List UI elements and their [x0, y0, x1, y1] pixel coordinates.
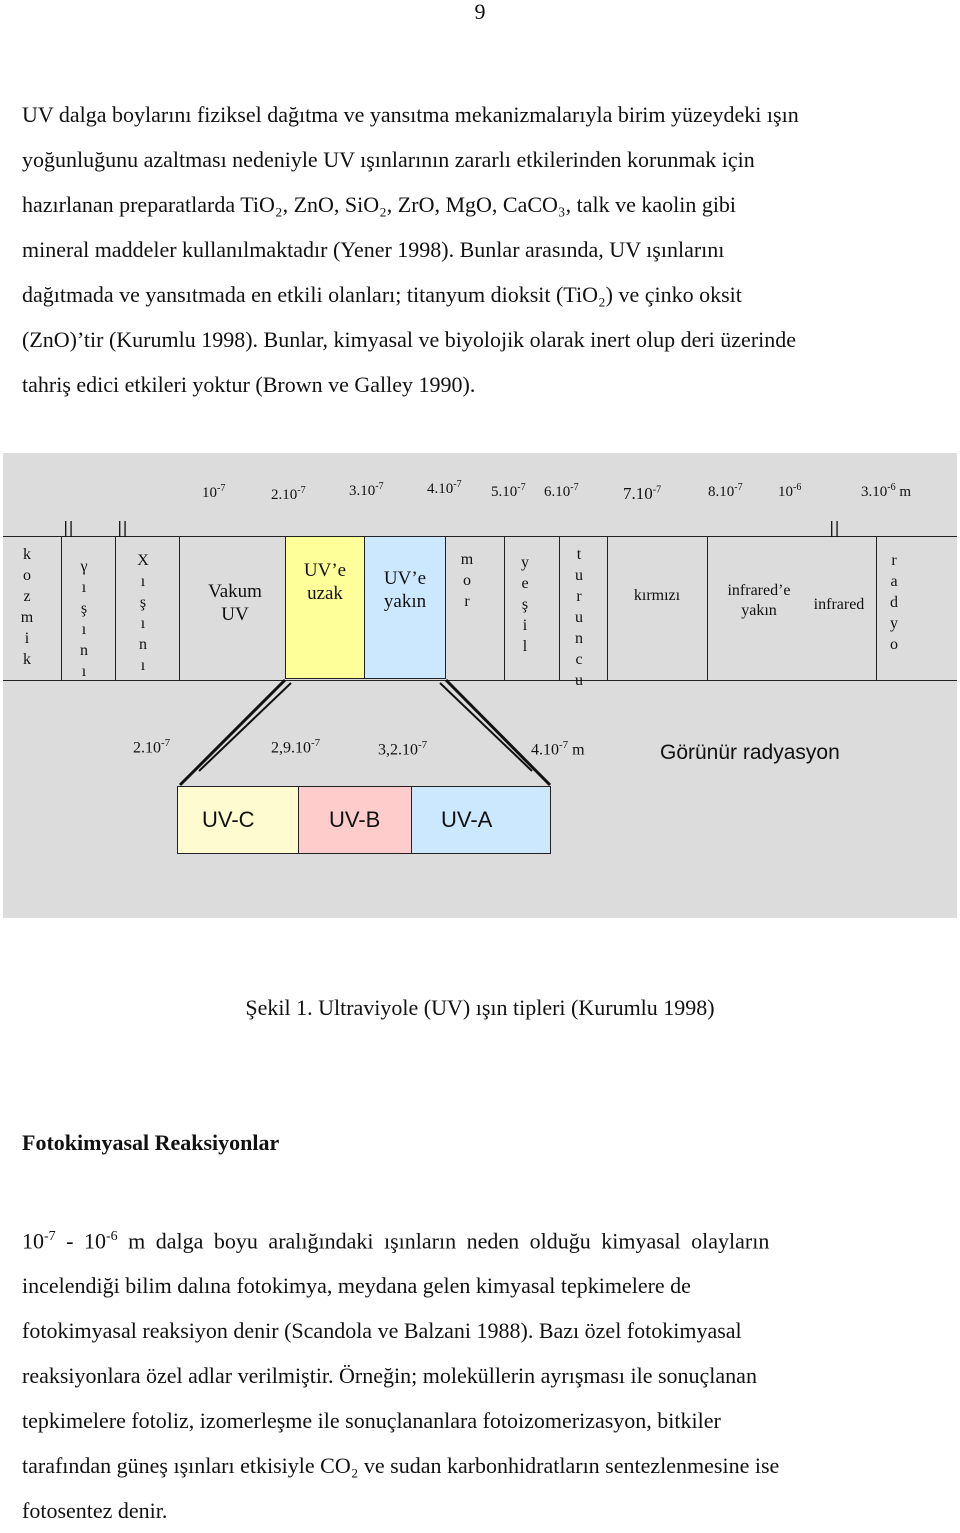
text-line: yoğunluğunu azaltması nedeniyle UV ışınlarının zararlı etkilerinden korunmak için [22, 147, 755, 172]
text-line: UV dalga boylarını fiziksel dağıtma ve yansıtma mekanizmalarıyla birim yüzeydeki ışın [22, 102, 799, 127]
sub-tick: $2.10^{-7}$ [133, 737, 171, 757]
connector-line [440, 683, 532, 771]
intro-paragraph [22, 92, 940, 407]
text-line: fotokimyasal reaksiyon denir (Scandola ve Balzani 1988). Bazı özel fotokimyasal [22, 1318, 742, 1344]
top-tick: $10^{-6}$ [778, 482, 802, 500]
band-kozmik: k o z m i k [20, 546, 34, 668]
sub-tick: $2,9.10^{-7}$ [271, 737, 321, 757]
uv-spectrum-figure [3, 453, 957, 918]
band-uv-uzak-label: UV’e uzak [303, 560, 347, 604]
band-radyo: r a d y o [890, 552, 898, 653]
figure-caption: Şekil 1. Ultraviyole (UV) ışın tipleri (Kurumlu 1998) [245, 995, 715, 1020]
text-line: fotosentez denir. [22, 1498, 168, 1524]
text-line: tahriş edici etkileri yoktur (Brown ve Galley 1990). [22, 372, 476, 397]
sub-tick: $4.10^{-7}$ m [531, 739, 585, 759]
text-line: $10^{-7} - 10^{-6}$ m dalga boyu aralığındaki ışınların neden olduğu kimyasal olayların [22, 1228, 770, 1254]
band-turuncu: t u r u n c u [575, 546, 583, 689]
text-line: hazırlanan preparatlarda TiO₂, ZnO, SiO₂, ZrO, MgO, CaCO₃, talk ve kaolin gibi [22, 192, 737, 217]
band-mor: m o r [460, 551, 474, 610]
band-vakum-uv: Vakum UV [208, 581, 262, 625]
top-tick: $3.10^{-6}$ m [861, 482, 912, 500]
top-tick: $10^{-7}$ [202, 483, 226, 501]
page-number: 9 [474, 0, 486, 24]
top-tick: $8.10^{-7}$ [708, 482, 743, 500]
break-mark: || [63, 518, 74, 537]
band-uv-yakin-label: UV’e yakın [383, 568, 427, 612]
band-kirmizi: kırmızı [633, 587, 681, 604]
uv-b-box [298, 786, 412, 854]
text-line: dağıtmada ve yansıtmada en etkili olanları; titanyum dioksit (TiO₂) ve çinko oksit [22, 282, 742, 307]
connector-line [199, 683, 291, 771]
top-tick: $6.10^{-7}$ [544, 482, 579, 500]
section-paragraph [22, 1214, 940, 1533]
connector-line [180, 680, 285, 785]
section-heading: Fotokimyasal Reaksiyonlar [22, 1130, 280, 1155]
text-line: mineral maddeler kullanılmaktadır (Yener 1998). Bunlar arasında, UV ışınlarını [22, 237, 725, 262]
text-line: (ZnO)’tir (Kurumlu 1998). Bunlar, kimyasal ve biyolojik olarak inert olup deri üzerinde [22, 327, 797, 352]
uv-c-label: UV-C [202, 807, 255, 832]
top-tick: $7.10^{-7}$ [623, 484, 662, 503]
uv-c-box [177, 786, 299, 854]
connector-line [446, 680, 550, 785]
top-tick: $4.10^{-7}$ [427, 479, 462, 497]
top-tick: $2.10^{-7}$ [271, 485, 306, 503]
band-yesil: y e ş i l [521, 554, 529, 655]
sub-tick: $3,2.10^{-7}$ [378, 739, 428, 759]
text-line: tepkimelere fotoliz, izomerleşme ile sonuçlananlara fotoizomerizasyon, bitkiler [22, 1408, 721, 1434]
band-gamma: γ ı ş ı n ı [80, 558, 88, 680]
uv-b-label: UV-B [329, 807, 381, 832]
band-infrared-yakin: infrared’e yakın [727, 582, 791, 619]
uv-a-label: UV-A [441, 807, 493, 832]
band-infrared: infrared [813, 596, 865, 613]
text-line: reaksiyonlara özel adlar verilmiştir. Örneğin; moleküllerin ayrışması ile sonuçlanan [22, 1363, 757, 1389]
top-tick: $3.10^{-7}$ [349, 481, 384, 499]
text-line: incelendiği bilim dalına fotokimya, meydana gelen kimyasal tepkimelere de [22, 1273, 691, 1299]
break-mark: || [117, 518, 128, 537]
text-line: tarafından güneş ışınları etkisiyle CO₂ ve sudan karbonhidratların sentezlenmesine ise [22, 1453, 780, 1479]
uv-a-box [411, 786, 551, 854]
top-tick: $5.10^{-7}$ [491, 482, 526, 500]
band-x-ray: X ı ş ı n ı [137, 552, 149, 674]
visible-radiation-label: Görünür radyasyon [660, 741, 840, 764]
break-mark: || [829, 518, 840, 537]
